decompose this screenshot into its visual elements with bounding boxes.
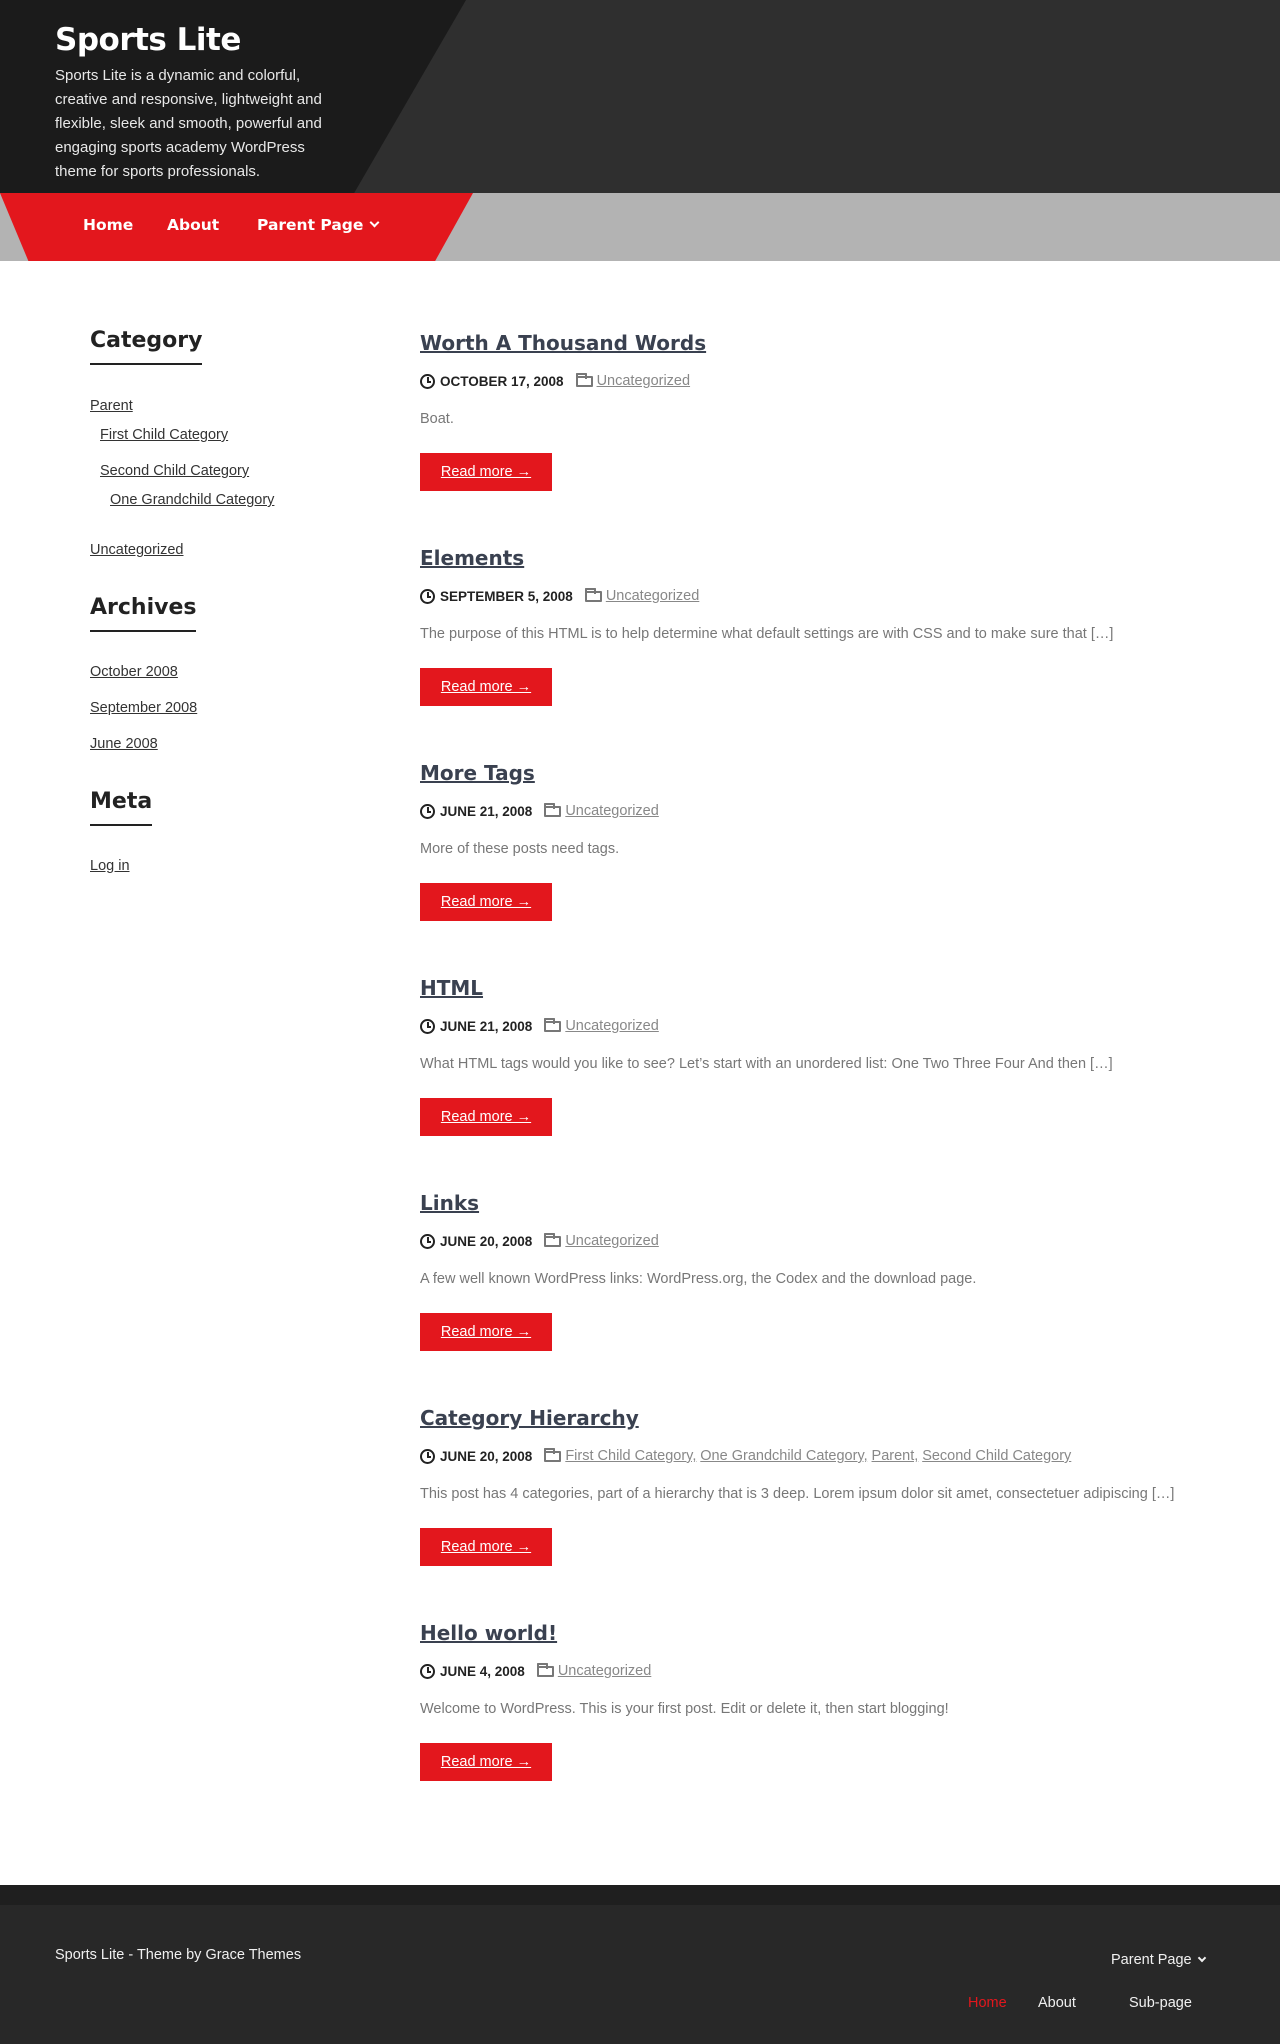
chevron-down-icon [370,218,380,228]
nav-item-parent-label: Parent Page [257,216,364,234]
site-header [0,0,1280,193]
post-category-link[interactable]: Uncategorized [565,1018,659,1034]
post-category-link[interactable]: Uncategorized [605,588,700,604]
post-meta [420,373,690,389]
post-meta [420,588,699,604]
category-link-grandchild[interactable]: One Grandchild Category [110,492,275,508]
folder-icon [585,591,602,602]
footer-credit[interactable]: Sports Lite - Theme by Grace Themes [55,1947,302,1963]
post-date: SEPTEMBER 5, 2008 [440,588,573,604]
nav-item-about[interactable]: About [167,216,220,234]
site-description: Sports Lite is a dynamic and colorful, creative and responsive, lightweight and flexible, sleek and smooth, powerful and engaging sports academy WordPress theme for sports professionals. [55,67,322,180]
post-date: JUNE 21, 2008 [440,803,533,819]
footer-nav-parent-label: Parent Page [1111,1952,1192,1968]
post-category-link[interactable]: Uncategorized [565,1233,659,1249]
read-more-button[interactable]: Read more → [420,1528,552,1566]
post-title[interactable]: More Tags [420,761,535,785]
nav-item-home[interactable]: Home [83,216,134,234]
category-link-first-child[interactable]: First Child Category [100,427,229,443]
post-meta [420,1233,659,1249]
meta-link-login[interactable]: Log in [90,858,130,874]
clock-icon [420,589,435,604]
post-meta [420,1663,651,1679]
post-meta [420,1018,659,1034]
post-title[interactable]: Links [420,1191,480,1215]
archive-link-october-2008[interactable]: October 2008 [90,664,178,680]
folder-icon [544,1236,561,1247]
read-more-button[interactable]: Read more → [420,1313,552,1351]
archive-link-september-2008[interactable]: September 2008 [90,700,198,716]
footer-divider [0,1885,1280,1905]
chevron-down-icon [1197,1954,1205,1962]
post-category-link[interactable]: Parent, [871,1448,919,1464]
folder-icon [544,806,561,817]
folder-icon [544,1021,561,1032]
clock-icon [420,1234,435,1249]
post-title[interactable]: HTML [420,976,484,1000]
post-title[interactable]: Elements [420,546,525,570]
clock-icon [420,1019,435,1034]
post-meta [420,1448,1071,1464]
folder-icon [544,1451,561,1462]
post-excerpt: Boat. [420,411,454,427]
nav-red-panel [0,193,473,261]
folder-icon [576,376,593,387]
post-category-link[interactable]: Second Child Category [922,1448,1072,1464]
post-excerpt: More of these posts need tags. [420,841,620,857]
site-footer [0,1885,1280,2044]
folder-icon [537,1666,554,1677]
post-title[interactable]: Worth A Thousand Words [420,331,707,355]
clock-icon [420,804,435,819]
clock-icon [420,1449,435,1464]
widget-title-archives: Archives [90,595,196,632]
category-link-parent[interactable]: Parent [90,398,133,414]
read-more-button[interactable]: Read more → [420,668,552,706]
post-date: JUNE 20, 2008 [440,1233,533,1249]
post-title[interactable]: Category Hierarchy [420,1406,639,1430]
read-more-button[interactable]: Read more → [420,1098,552,1136]
post-excerpt: A few well known WordPress links: WordPress.org, the Codex and the download page. [420,1271,977,1287]
category-link-second-child[interactable]: Second Child Category [100,463,250,479]
post-excerpt: The purpose of this HTML is to help determine what default settings are with CSS and to make sure that […] [420,626,1114,642]
post-category-link[interactable]: Uncategorized [596,373,691,389]
post-title[interactable]: Hello world! [420,1621,558,1645]
post-excerpt: Welcome to WordPress. This is your first post. Edit or delete it, then start blogging! [420,1701,949,1717]
post-excerpt: What HTML tags would you like to see? Let’s start with an unordered list: One Two Three Four And then […] [420,1056,1113,1072]
post-date: JUNE 21, 2008 [440,1018,533,1034]
nav-item-parent-page[interactable] [257,216,378,234]
post-date: JUNE 4, 2008 [440,1663,525,1679]
read-more-button[interactable]: Read more → [420,1743,552,1781]
category-link-uncategorized[interactable]: Uncategorized [90,542,184,558]
site-title[interactable]: Sports Lite [55,22,241,58]
post-category-link[interactable]: First Child Category, [565,1448,697,1464]
archive-link-june-2008[interactable]: June 2008 [90,736,158,752]
post-category-link[interactable]: Uncategorized [557,1663,652,1679]
read-more-button[interactable]: Read more → [420,453,552,491]
read-more-button[interactable]: Read more → [420,883,552,921]
widget-title-meta: Meta [90,789,152,826]
footer-nav-about[interactable]: About [1038,1995,1076,2011]
main-nav [0,193,1280,261]
widget-title-category: Category [90,328,202,365]
clock-icon [420,374,435,389]
post-date: OCTOBER 17, 2008 [440,373,564,389]
post-date: JUNE 20, 2008 [440,1448,533,1464]
footer-nav-parent-page[interactable] [1111,1952,1205,1968]
footer-nav-sub-page[interactable]: Sub-page [1129,1995,1192,2011]
post-meta [420,803,659,819]
post-category-link[interactable]: One Grandchild Category, [700,1448,868,1464]
footer-nav-home[interactable]: Home [968,1995,1007,2011]
post-category-link[interactable]: Uncategorized [565,803,659,819]
clock-icon [420,1664,435,1679]
post-excerpt: This post has 4 categories, part of a hierarchy that is 3 deep. Lorem ipsum dolor sit amet, consectetuer adipiscing […] [420,1486,1175,1502]
